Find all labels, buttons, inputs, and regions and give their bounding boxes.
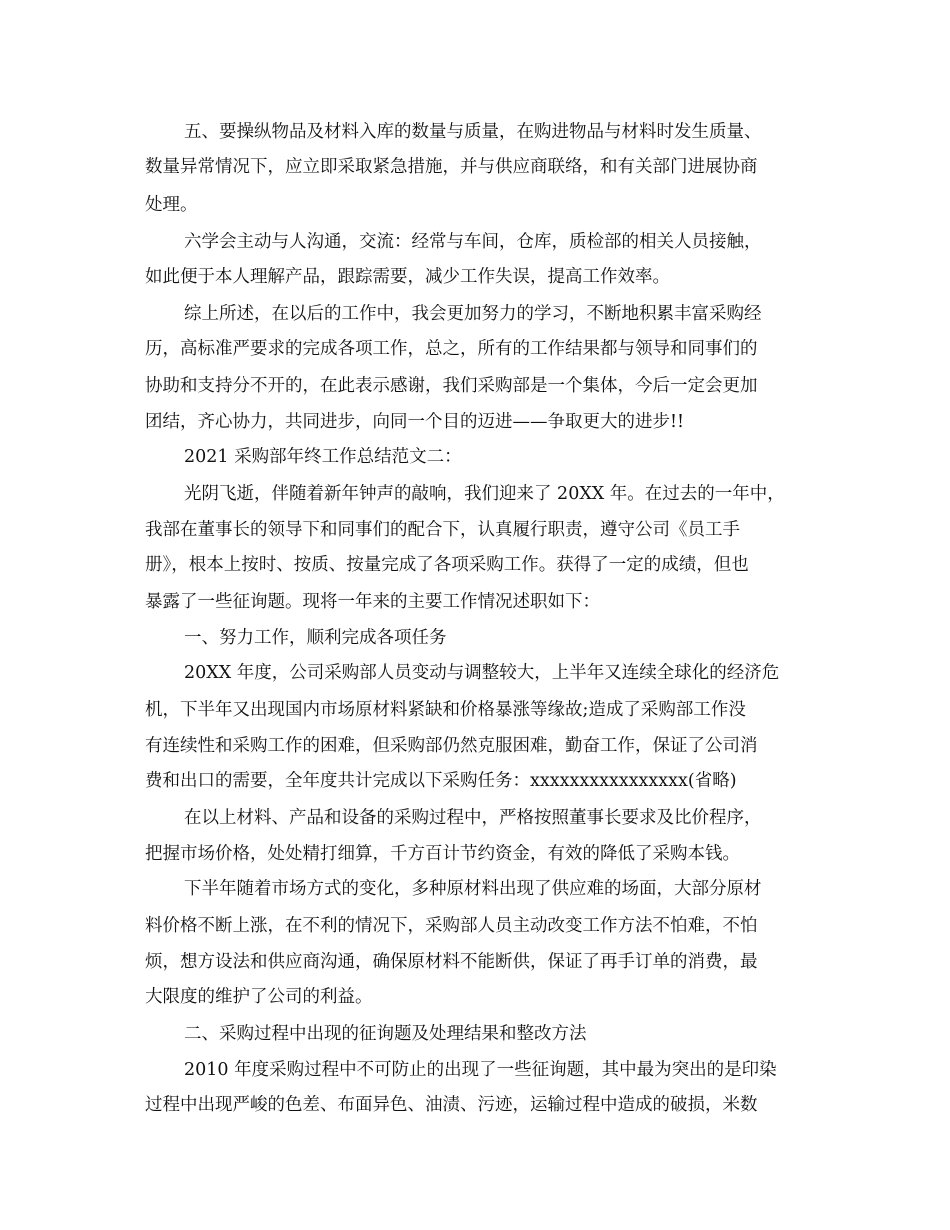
text-line: 20XX 年度，公司采购部人员变动与调整较大，上半年又连续全球化的经济危	[184, 663, 780, 683]
text-line: 费和出口的需要，全年度共计完成以下采购任务：xxxxxxxxxxxxxxxx(省略)	[145, 771, 737, 791]
section-heading: 一、努力工作，顺利完成各项任务	[184, 628, 447, 648]
text-line: 暴露了一些征询题。现将一年来的主要工作情况述职如下：	[145, 592, 600, 612]
text-line: 六学会主动与人沟通，交流：经常与车间，仓库，质检部的相关人员接触，	[184, 232, 762, 252]
text-line: 机，下半年又出现国内市场原材料紧缺和价格暴涨等缘故;造成了采购部工作没	[145, 700, 746, 720]
text-line: 协助和支持分不开的，在此表示感谢，我们采购部是一个集体，今后一定会更加	[145, 376, 758, 396]
text-line: 册》，根本上按时、按质、按量完成了各项采购工作。获得了一定的成绩，但也	[145, 555, 749, 575]
section-heading: 二、采购过程中出现的征询题及处理结果和整改方法	[184, 1024, 587, 1044]
text-line: 过程中出现严峻的色差、布面异色、油渍、污迹，运输过程中造成的破损，米数	[145, 1095, 758, 1115]
text-line: 料价格不断上涨，在不利的情况下，采购部人员主动改变工作方法不怕难，不怕	[145, 916, 758, 936]
text-line: 烦，想方设法和供应商沟通，确保原材料不能断供，保证了再手订单的消费，最	[145, 952, 758, 972]
text-line: 综上所述，在以后的工作中，我会更加努力的学习，不断地积累丰富采购经	[184, 304, 762, 324]
text-line: 大限度的维护了公司的利益。	[145, 987, 373, 1007]
text-line: 历，高标准严要求的完成各项工作，总之，所有的工作结果都与领导和同事们的	[145, 339, 758, 359]
text-line: 我部在董事长的领导下和同事们的配合下，认真履行职责，遵守公司《员工手	[145, 520, 740, 540]
text-line: 2010 年度采购过程中不可防止的出现了一些征询题，其中最为突出的是印染	[184, 1060, 777, 1080]
text-line: 如此便于本人理解产品，跟踪需要，减少工作失误，提高工作效率。	[145, 267, 670, 287]
text-line: 五、要操纵物品及材料入库的数量与质量，在购进物品与材料时发生质量、	[184, 122, 762, 142]
text-line: 把握市场价格，处处精打细算，千方百计节约资金，有效的降低了采购本钱。	[145, 844, 740, 864]
text-line: 在以上材料、产品和设备的采购过程中，严格按照董事长要求及比价程序，	[184, 808, 762, 828]
text-line: 数量异常情况下，应立即采取紧急措施，并与供应商联络，和有关部门进展协商	[145, 157, 758, 177]
text-line: 处理。	[145, 195, 198, 215]
section-heading: 2021 采购部年终工作总结范文二：	[184, 447, 462, 467]
text-line: 光阴飞逝，伴随着新年钟声的敲响，我们迎来了 20XX 年。在过去的一年中，	[184, 484, 785, 504]
text-line: 下半年随着市场方式的变化，多种原材料出现了供应难的场面，大部分原材	[184, 879, 762, 899]
text-line: 有连续性和采购工作的困难，但采购部仍然克服困难，勤奋工作，保证了公司消	[145, 736, 758, 756]
text-line: 团结，齐心协力，共同进步，向同一个目的迈进——争取更大的进步!!	[145, 412, 685, 432]
